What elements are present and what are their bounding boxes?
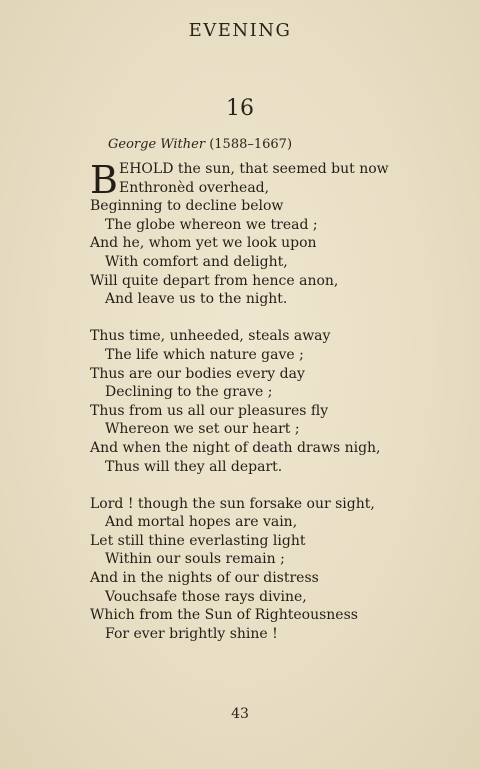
drop-cap: B	[90, 158, 118, 202]
poem-line: And when the night of death draws nigh,	[90, 439, 381, 456]
poem-line: Within our souls remain ;	[105, 551, 285, 568]
poem-number: 16	[226, 96, 254, 121]
poem-line: Beginning to decline below	[90, 198, 284, 215]
poem-line: The globe whereon we tread ;	[105, 216, 318, 233]
stanza-3	[90, 495, 390, 644]
poem-line: Lord ! though the sun forsake our sight,	[90, 495, 375, 512]
section-header: EVENING	[188, 20, 292, 41]
author-line	[108, 137, 292, 152]
poem-line: Enthronèd overhead,	[119, 179, 270, 196]
poem-body	[90, 160, 390, 662]
poem-line: And mortal hopes are vain,	[105, 514, 298, 531]
poem-line: Let still thine everlasting light	[90, 532, 306, 549]
poem-line: And leave us to the night.	[105, 291, 288, 308]
poem-line: Whereon we set our heart ;	[105, 421, 300, 438]
poem-line: Declining to the grave ;	[105, 384, 273, 401]
poem-line: Which from the Sun of Righteousness	[90, 607, 358, 624]
poem-line: Thus time, unheeded, steals away	[90, 328, 331, 345]
page-number: 43	[231, 706, 249, 722]
poem-line: The life which nature gave ;	[105, 346, 304, 363]
poem-line: Will quite depart from hence anon,	[90, 272, 339, 289]
poem-line: Thus will they all depart.	[105, 458, 283, 475]
poem-line: With comfort and delight,	[105, 253, 288, 270]
poem-line: Thus from us all our pleasures fly	[90, 402, 329, 419]
author-dates: (1588–1667)	[209, 137, 293, 152]
poem-line: EHOLD the sun, that seemed but now	[119, 161, 389, 177]
poem-line: Thus are our bodies every day	[90, 365, 305, 382]
poem-line: And in the nights of our distress	[90, 570, 319, 587]
stanza-1	[90, 160, 390, 309]
poem-line: Vouchsafe those rays divine,	[105, 588, 307, 605]
poem-line: For ever brightly shine !	[105, 625, 278, 642]
stanza-2	[90, 327, 390, 476]
author-name: George Wither	[108, 137, 206, 152]
poem-line: And he, whom yet we look upon	[90, 235, 317, 252]
